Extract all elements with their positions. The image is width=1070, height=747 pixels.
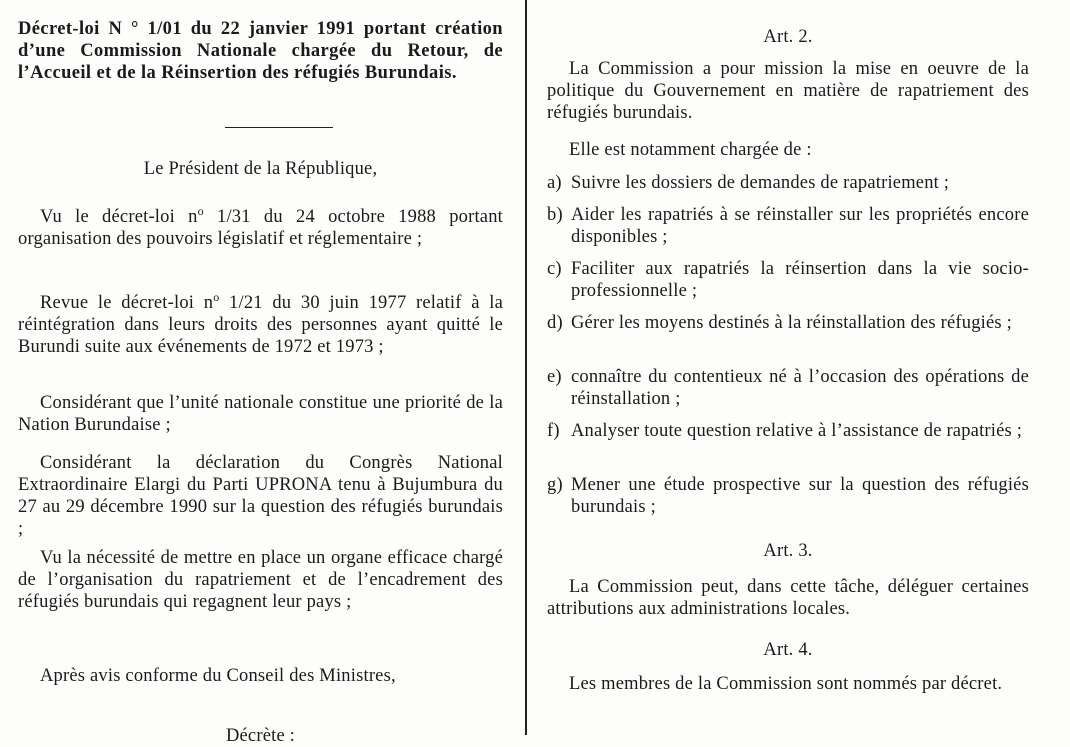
vu-clause-1 xyxy=(18,203,503,250)
list-item-text: Suivre les dossiers de demandes de rapatriement ; xyxy=(571,173,950,193)
apres-avis-line: Après avis conforme du Conseil des Ministres, xyxy=(40,666,396,686)
list-item-label: a) xyxy=(547,173,562,193)
list-item-label: f) xyxy=(547,421,560,441)
list-item-text: Analyser toute question relative à l’assistance de rapatriés ; xyxy=(571,421,1023,441)
list-item xyxy=(547,258,1029,302)
art4-text: Les membres de la Commission sont nommés par décret. xyxy=(569,674,1003,694)
revue-clause xyxy=(18,289,504,358)
list-item-text: Aider les rapatriés à se réinstaller sur les propriétés encore disponibles ; xyxy=(571,205,1029,247)
list-item-text: Faciliter aux rapatriés la réinsertion dans la vie socio-professionnelle ; xyxy=(571,259,1029,301)
list-item-label: c) xyxy=(547,259,562,279)
list-item xyxy=(547,474,1029,518)
vu-clause-1-rest: 1/31 du 24 octobre 1988 portant organisation des pouvoirs législatif et réglementaire ; xyxy=(18,207,503,249)
list-item-label: g) xyxy=(547,475,563,495)
list-item-text: connaître du contentieux né à l’occasion des opérations de réinstallation ; xyxy=(571,367,1029,409)
vu-clause-2: Vu la nécessité de mettre en place un organe efficace chargé de l’organisation du rapatriement et de l’encadrement des réfugiés burundais qui regagnent leur pays ; xyxy=(18,548,503,612)
vu-clause-1-sup: o xyxy=(197,203,204,218)
decrete-line: Décrète : xyxy=(225,726,296,746)
revue-clause-sup: o xyxy=(213,289,220,304)
column-divider xyxy=(525,0,527,735)
art2-chargee: Elle est notamment chargée de : xyxy=(569,140,812,160)
list-item xyxy=(547,312,1029,334)
vu-clause-1-start: Vu le décret-loi n xyxy=(40,207,198,227)
art4-heading: Art. 4. xyxy=(763,640,813,660)
considerant-clause-1: Considérant que l’unité nationale constitue une priorité de la Nation Burundaise ; xyxy=(18,393,503,435)
decree-title: Décret-loi N ° 1/01 du 22 janvier 1991 portant création d’une Commission Nationale chargée du Retour, de l’Accueil et de la Réinsertion des réfugiés Burundais. xyxy=(18,19,503,83)
list-item xyxy=(547,172,1029,194)
title-rule xyxy=(225,127,333,128)
art3-heading: Art. 3. xyxy=(763,541,813,561)
list-item xyxy=(547,366,1029,410)
considerant-clause-2: Considérant la déclaration du Congrès National Extraordinaire Elargi du Parti UPRONA tenu à Bujumbura du 27 au 29 décembre 1990 sur la question des réfugiés burundais ; xyxy=(18,453,503,539)
list-item-text: Gérer les moyens destinés à la réinstallation des réfugiés ; xyxy=(571,313,1012,333)
revue-clause-start: Revue le décret-loi n xyxy=(40,293,214,313)
revue-clause-rest: 1/21 du 30 juin 1977 relatif à la réintégration dans leurs droits des personnes ayant quitté le Burundi suite aux événements de 1972 et 1973 ; xyxy=(18,293,504,357)
list-item xyxy=(547,204,1029,248)
list-item-text: Mener une étude prospective sur la question des réfugiés burundais ; xyxy=(571,475,1029,517)
art2-mission: La Commission a pour mission la mise en oeuvre de la politique du Gouvernement en matière de rapatriement des réfugiés burundais. xyxy=(547,59,1029,123)
president-line: Le Président de la République, xyxy=(143,159,378,179)
list-item-label: d) xyxy=(547,313,563,333)
list-item xyxy=(547,420,1029,442)
art3-text: La Commission peut, dans cette tâche, déléguer certaines attributions aux administrations locales. xyxy=(547,577,1029,619)
list-item-label: b) xyxy=(547,205,563,225)
art2-heading: Art. 2. xyxy=(763,27,813,47)
list-item-label: e) xyxy=(547,367,562,387)
